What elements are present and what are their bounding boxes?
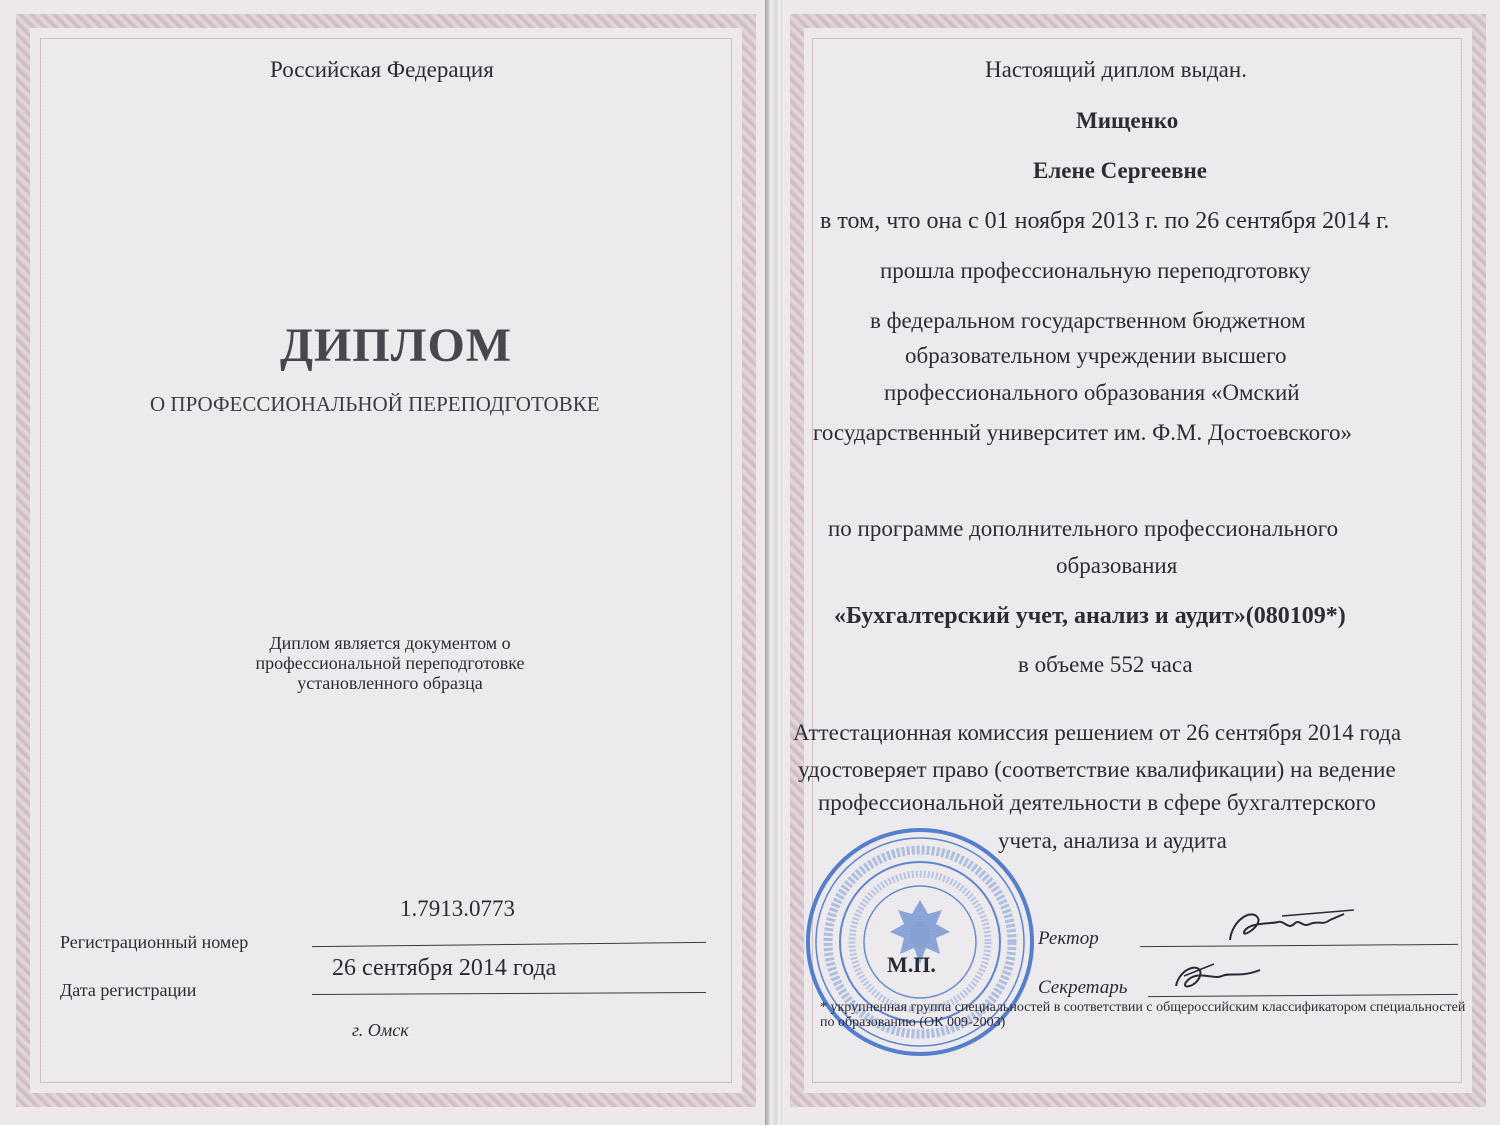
secretary-label: Секретарь	[1038, 977, 1128, 998]
attestation-line: профессиональной деятельности в сфере бухгалтерского	[818, 790, 1376, 815]
institution-line: государственный университет им. Ф.М. Достоевского»	[813, 420, 1352, 445]
registration-date: 26 сентября 2014 года	[332, 955, 557, 981]
secretary-signature	[1170, 958, 1280, 998]
attestation-line: учета, анализа и аудита	[998, 828, 1227, 853]
institution-line: в федеральном государственном бюджетном	[870, 308, 1306, 333]
diploma-subtitle: О ПРОФЕССИОНАЛЬНОЙ ПЕРЕПОДГОТОВКЕ	[150, 392, 600, 416]
attestation-line: Аттестационная комиссия решением от 26 сентября 2014 года	[793, 720, 1402, 745]
diploma-note: Диплом является документом о профессиональной переподготовке установленного образца	[255, 633, 525, 693]
registration-number-label: Регистрационный номер	[60, 932, 249, 952]
registration-date-label: Дата регистрации	[60, 980, 197, 1000]
institution-line: образовательном учреждении высшего	[905, 343, 1287, 368]
recipient-surname: Мищенко	[1076, 108, 1179, 133]
study-period: в том, что она с 01 ноября 2013 г. по 26 сентября 2014 г.	[820, 208, 1390, 234]
left-page-field	[40, 38, 732, 1083]
attestation-line: удостоверяет право (соответствие квалификации) на ведение	[798, 757, 1396, 782]
seal-mark: М.П.	[887, 952, 936, 977]
footnote: * укрупненная группа специальностей в соответствии с общероссийским классификатором специальностей по образованию (ОК 009-2003)	[820, 1000, 1466, 1030]
country-heading: Российская Федерация	[270, 57, 494, 82]
recipient-given-names: Елене Сергеевне	[1033, 158, 1207, 183]
city: г. Омск	[352, 1020, 409, 1040]
program-line: образования	[1056, 553, 1178, 578]
institution-line: профессионального образования «Омский	[884, 380, 1300, 405]
program-volume: в объеме 552 часа	[1018, 652, 1193, 677]
issued-to-heading: Настоящий диплом выдан.	[985, 57, 1247, 82]
diploma-title: ДИПЛОМ	[280, 319, 513, 372]
rector-label: Ректор	[1038, 928, 1099, 949]
program-name: «Бухгалтерский учет, анализ и аудит»(080109*)	[834, 603, 1346, 629]
program-line: по программе дополнительного профессионального	[828, 516, 1339, 541]
completion-statement: прошла профессиональную переподготовку	[880, 258, 1311, 283]
rector-signature	[1222, 902, 1362, 952]
registration-number: 1.7913.0773	[400, 896, 515, 921]
